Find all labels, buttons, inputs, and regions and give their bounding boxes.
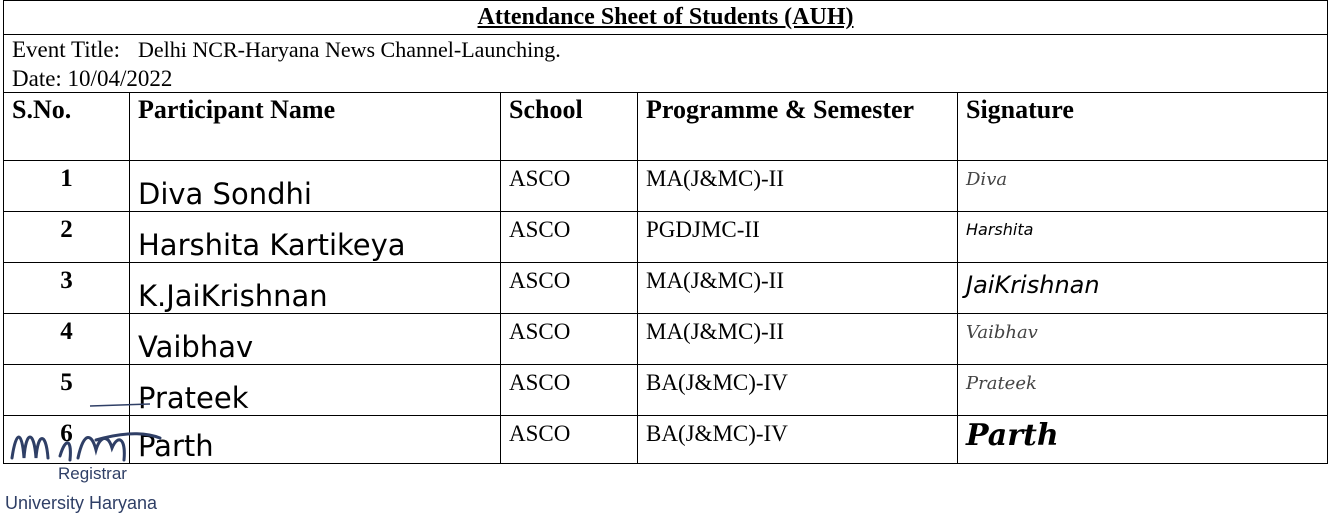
cell-signature: Diva <box>958 161 1328 212</box>
table-row <box>4 212 1328 263</box>
cell-participant-name: Vaibhav <box>130 314 501 365</box>
event-title-line <box>4 35 1328 66</box>
event-date: Date: 10/04/2022 <box>4 65 1328 93</box>
cell-signature: Harshita <box>958 212 1328 263</box>
cell-school: ASCO <box>501 416 638 464</box>
cell-participant-name: Prateek <box>130 365 501 416</box>
cell-sno: 2 <box>4 212 130 263</box>
cell-participant-name: Diva Sondhi <box>130 161 501 212</box>
cell-participant-name: Parth <box>130 416 501 464</box>
stamp-university: University Haryana <box>5 493 158 513</box>
col-header-school: School <box>501 93 638 161</box>
cell-signature: Vaibhav <box>958 314 1328 365</box>
attendance-sheet <box>3 0 1327 464</box>
sheet-title: Attendance Sheet of Students (AUH) <box>4 1 1328 35</box>
table-row <box>4 314 1328 365</box>
attendance-table <box>3 0 1328 464</box>
cell-signature: Parth <box>958 416 1328 464</box>
cell-signature: Prateek <box>958 365 1328 416</box>
table-row <box>4 263 1328 314</box>
cell-programme: BA(J&MC)-IV <box>638 365 958 416</box>
col-header-name: Participant Name <box>130 93 501 161</box>
col-header-sno: S.No. <box>4 93 130 161</box>
event-title-value: Delhi NCR-Haryana News Channel-Launching. <box>138 37 561 62</box>
event-title-label: Event Title: <box>12 37 120 62</box>
cell-programme: PGDJMC-II <box>638 212 958 263</box>
table-row <box>4 161 1328 212</box>
cell-school: ASCO <box>501 161 638 212</box>
col-header-signature: Signature <box>958 93 1328 161</box>
table-row <box>4 416 1328 464</box>
cell-sno: 3 <box>4 263 130 314</box>
cell-programme: BA(J&MC)-IV <box>638 416 958 464</box>
cell-sno: 6 <box>4 416 130 464</box>
stamp-registrar: Registrar <box>58 464 127 483</box>
cell-programme: MA(J&MC)-II <box>638 263 958 314</box>
cell-sno: 5 <box>4 365 130 416</box>
cell-school: ASCO <box>501 212 638 263</box>
table-header-row <box>4 93 1328 161</box>
cell-programme: MA(J&MC)-II <box>638 161 958 212</box>
cell-school: ASCO <box>501 263 638 314</box>
cell-participant-name: Harshita Kartikeya <box>130 212 501 263</box>
cell-school: ASCO <box>501 365 638 416</box>
cell-signature: JaiKrishnan <box>958 263 1328 314</box>
col-header-programme: Programme & Semester <box>638 93 958 161</box>
cell-sno: 1 <box>4 161 130 212</box>
table-row <box>4 365 1328 416</box>
cell-school: ASCO <box>501 314 638 365</box>
cell-sno: 4 <box>4 314 130 365</box>
cell-programme: MA(J&MC)-II <box>638 314 958 365</box>
cell-participant-name: K.JaiKrishnan <box>130 263 501 314</box>
